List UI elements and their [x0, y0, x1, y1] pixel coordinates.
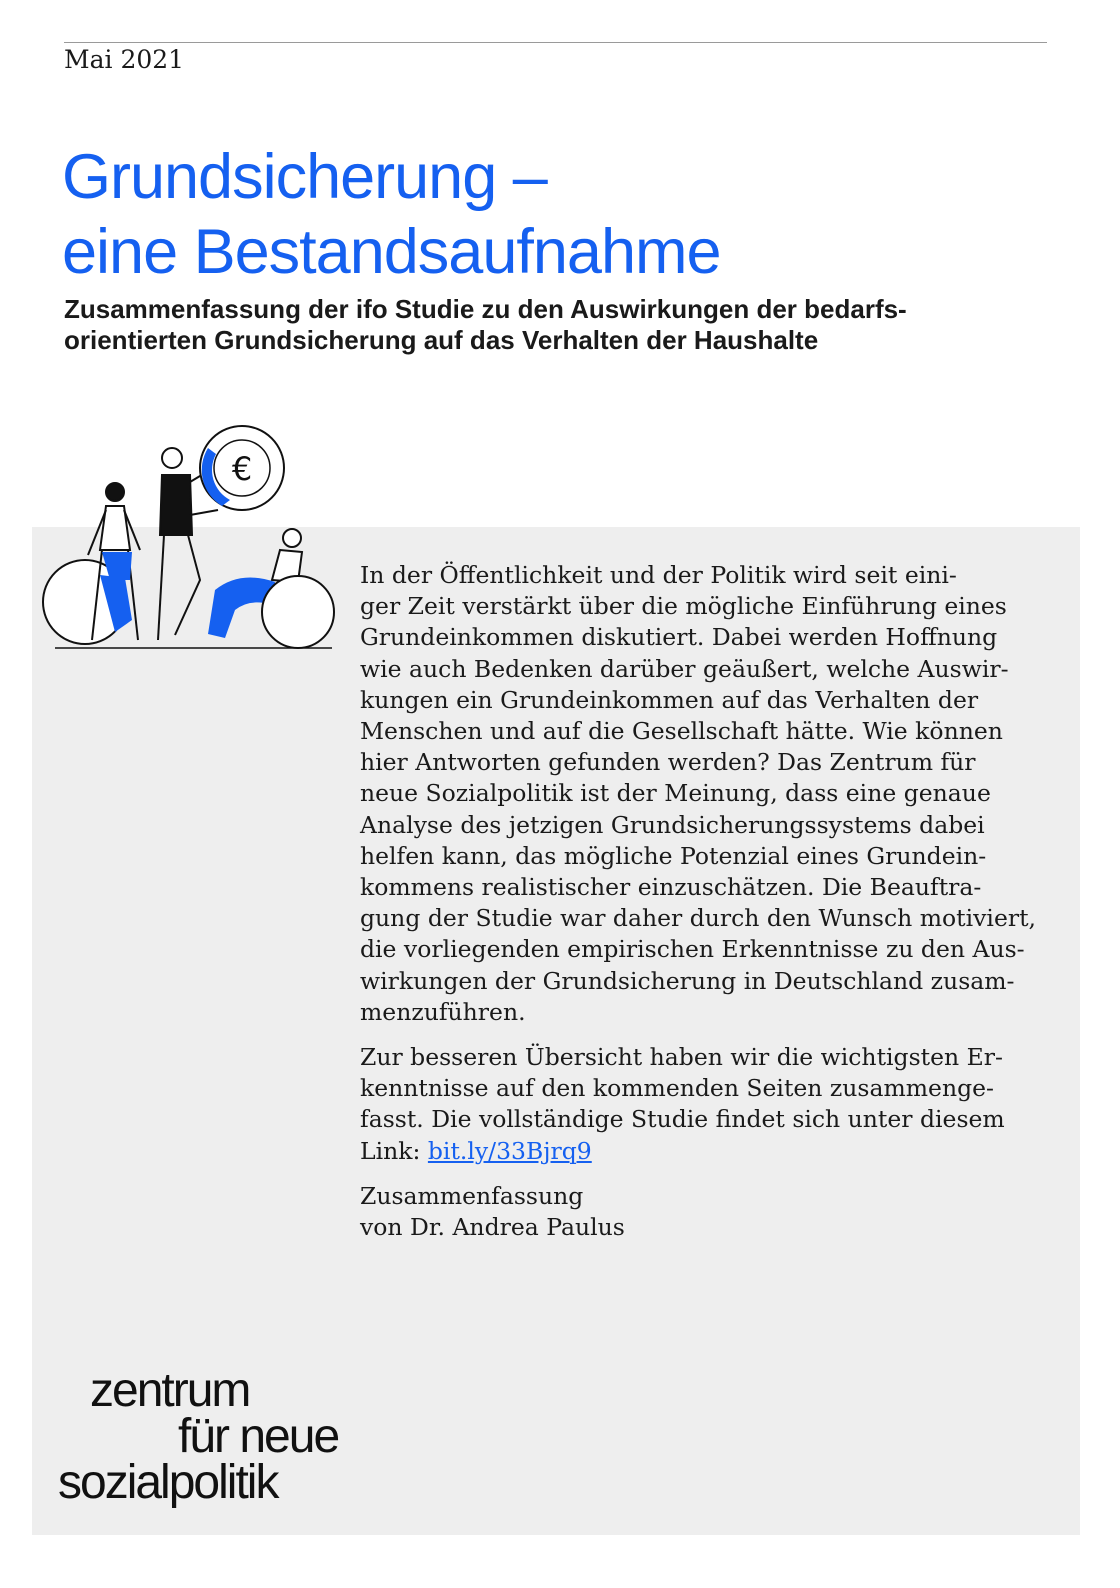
text-line: Grundeinkommen diskutiert. Dabei werden Hoffnung	[360, 623, 998, 652]
organization-logo	[58, 1364, 339, 1509]
overview-paragraph	[360, 1042, 1090, 1167]
title-line: eine Bestandsaufnahme	[62, 217, 721, 287]
logo-line: zentrum	[90, 1364, 250, 1417]
title-line: Grundsicherung –	[62, 142, 547, 212]
study-link[interactable]: bit.ly/33Bjrq9	[427, 1136, 592, 1165]
subtitle-line: Zusammenfassung der ifo Studie zu den Auswirkungen der bedarfs-	[64, 294, 907, 324]
text-line: kenntnisse auf den kommenden Seiten zusammenge-	[360, 1074, 994, 1103]
author-signature	[360, 1181, 1090, 1243]
document-subtitle	[64, 294, 1054, 356]
text-line: ger Zeit verstärkt über die mögliche Einführung eines	[360, 592, 1007, 621]
link-prefix: Link:	[360, 1136, 428, 1165]
text-line: wirkungen der Grundsicherung in Deutschland zusam-	[360, 966, 1015, 995]
link-line	[360, 1136, 1090, 1167]
text-line: kungen ein Grundeinkommen auf das Verhalten der	[360, 685, 979, 714]
people-with-coins-illustration	[40, 420, 340, 660]
signature-line: von Dr. Andrea Paulus	[360, 1213, 625, 1242]
text-line: fasst. Die vollständige Studie findet sich unter diesem	[360, 1105, 1005, 1134]
text-line: kommens realistischer einzuschätzen. Die Beauftra-	[360, 873, 982, 902]
text-line: wie auch Bedenken darüber geäußert, welche Auswir-	[360, 654, 1009, 683]
publication-date: Mai 2021	[64, 45, 185, 74]
subtitle-line: orientierten Grundsicherung auf das Verhalten der Haushalte	[64, 325, 819, 355]
text-line: menzuführen.	[360, 997, 526, 1026]
text-line: In der Öffentlichkeit und der Politik wird seit eini-	[360, 561, 957, 589]
euro-coin-icon	[200, 426, 284, 510]
text-line: Zur besseren Übersicht haben wir die wichtigsten Er-	[360, 1043, 1003, 1072]
logo-line: für neue	[178, 1410, 339, 1463]
svg-text:€: €	[231, 450, 253, 488]
text-line: helfen kann, das mögliche Potenzial eines Grundein-	[360, 841, 987, 870]
document-title	[62, 140, 721, 290]
summary-text	[360, 560, 1090, 1257]
text-line: die vorliegenden empirischen Erkenntnisse zu den Aus-	[360, 935, 1025, 964]
logo-line: sozialpolitik	[58, 1456, 278, 1509]
text-line: Analyse des jetzigen Grundsicherungssystems dabei	[360, 810, 985, 839]
text-line: neue Sozialpolitik ist der Meinung, dass eine genaue	[360, 779, 991, 808]
right-coin-icon	[262, 576, 334, 648]
text-line: gung der Studie war daher durch den Wunsch motiviert,	[360, 904, 1036, 933]
top-rule	[64, 42, 1047, 43]
signature-line: Zusammenfassung	[360, 1181, 584, 1210]
text-line: hier Antworten gefunden werden? Das Zentrum für	[360, 748, 976, 777]
text-line: Menschen und auf die Gesellschaft hätte. Wie können	[360, 717, 1003, 746]
intro-paragraph	[360, 560, 1090, 1028]
